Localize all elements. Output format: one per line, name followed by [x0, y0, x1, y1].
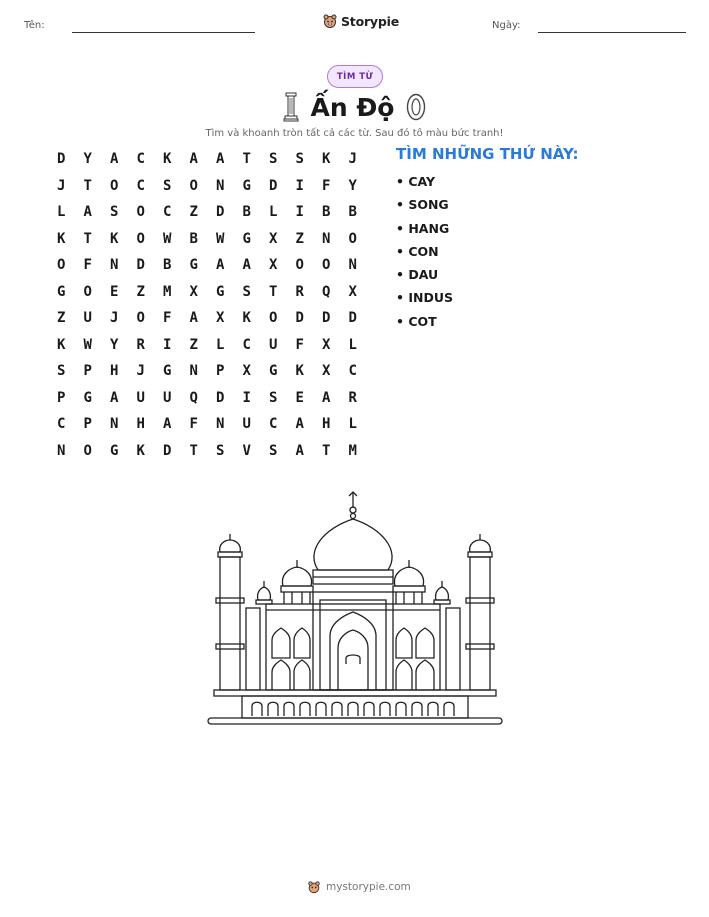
grid-cell: A — [110, 389, 119, 406]
grid-cell: R — [348, 389, 357, 406]
grid-cell: P — [216, 363, 225, 380]
grid-cell: P — [83, 363, 92, 380]
grid-cell: X — [242, 363, 251, 380]
title-row — [0, 92, 709, 122]
grid-cell: X — [269, 230, 278, 247]
grid-cell: G — [242, 230, 251, 247]
grid-cell: U — [242, 416, 251, 433]
grid-cell: N — [57, 442, 66, 459]
grid-cell: A — [189, 151, 198, 168]
grid-cell: C — [136, 177, 145, 194]
grid-cell: X — [216, 310, 225, 327]
grid-cell: C — [136, 151, 145, 168]
grid-row — [48, 279, 366, 306]
date-line — [538, 32, 686, 33]
word-list-item: • SONG — [396, 197, 449, 213]
grid-cell: U — [163, 389, 172, 406]
grid-cell: H — [136, 416, 145, 433]
grid-cell: I — [295, 177, 304, 194]
grid-cell: I — [163, 336, 172, 353]
grid-cell: L — [348, 416, 357, 433]
activity-badge: TÌM TỪ — [327, 65, 383, 88]
grid-cell: S — [57, 363, 66, 380]
zero-icon — [406, 93, 426, 121]
storypie-logo-icon — [322, 13, 338, 29]
grid-cell: A — [216, 257, 225, 274]
grid-cell: T — [189, 442, 198, 459]
grid-cell: J — [110, 310, 119, 327]
grid-cell: N — [322, 230, 331, 247]
grid-cell: W — [83, 336, 92, 353]
grid-cell: O — [189, 177, 198, 194]
word-list-title: TÌM NHỮNG THỨ NÀY: — [396, 145, 579, 163]
grid-cell: U — [83, 310, 92, 327]
grid-cell: O — [295, 257, 304, 274]
grid-cell: X — [269, 257, 278, 274]
word-list-item: • COT — [396, 313, 437, 329]
grid-cell: X — [189, 283, 198, 300]
pillar-icon — [283, 92, 299, 122]
grid-cell: B — [348, 204, 357, 221]
grid-row — [48, 385, 366, 412]
grid-cell: P — [57, 389, 66, 406]
grid-cell: O — [136, 230, 145, 247]
grid-cell: R — [295, 283, 304, 300]
grid-cell: J — [57, 177, 66, 194]
grid-cell: Z — [57, 310, 66, 327]
grid-cell: E — [295, 389, 304, 406]
grid-cell: Z — [189, 336, 198, 353]
instructions: Tìm và khoanh tròn tất cả các từ. Sau đó tô màu bức tranh! — [205, 128, 504, 139]
grid-cell: W — [163, 230, 172, 247]
grid-cell: F — [189, 416, 198, 433]
grid-cell: D — [216, 204, 225, 221]
grid-cell: A — [110, 151, 119, 168]
grid-cell: X — [322, 363, 331, 380]
name-line — [72, 32, 255, 33]
grid-cell: B — [163, 257, 172, 274]
word-search-grid — [48, 146, 366, 464]
grid-cell: F — [163, 310, 172, 327]
grid-cell: S — [110, 204, 119, 221]
grid-row — [48, 199, 366, 226]
grid-cell: D — [322, 310, 331, 327]
word-list — [396, 170, 453, 333]
grid-cell: O — [269, 310, 278, 327]
grid-cell: K — [242, 310, 251, 327]
grid-cell: Y — [110, 336, 119, 353]
grid-cell: K — [136, 442, 145, 459]
footer-url: mystorypie.com — [326, 881, 411, 893]
grid-cell: X — [322, 336, 331, 353]
grid-cell: T — [83, 230, 92, 247]
grid-cell: F — [295, 336, 304, 353]
grid-cell: O — [136, 310, 145, 327]
grid-cell: S — [295, 151, 304, 168]
grid-cell: C — [242, 336, 251, 353]
brand — [322, 13, 399, 29]
grid-cell: K — [163, 151, 172, 168]
grid-cell: N — [189, 363, 198, 380]
grid-cell: Z — [295, 230, 304, 247]
grid-cell: Q — [189, 389, 198, 406]
grid-cell: V — [242, 442, 251, 459]
grid-cell: N — [110, 416, 119, 433]
grid-cell: O — [136, 204, 145, 221]
word-list-item: • HANG — [396, 220, 450, 236]
grid-cell: O — [83, 283, 92, 300]
grid-cell: Y — [83, 151, 92, 168]
grid-cell: L — [348, 336, 357, 353]
grid-cell: K — [110, 230, 119, 247]
grid-cell: R — [136, 336, 145, 353]
grid-row — [48, 252, 366, 279]
word-list-item: • CON — [396, 243, 439, 259]
grid-cell: G — [269, 363, 278, 380]
grid-cell: C — [348, 363, 357, 380]
grid-cell: L — [57, 204, 66, 221]
grid-cell: O — [110, 177, 119, 194]
word-list-item: • INDUS — [396, 290, 453, 306]
grid-cell: C — [57, 416, 66, 433]
storypie-logo-icon — [307, 880, 321, 894]
grid-cell: L — [269, 204, 278, 221]
grid-cell: I — [242, 389, 251, 406]
brand-name: Storypie — [341, 13, 399, 29]
grid-cell: D — [136, 257, 145, 274]
grid-cell: S — [216, 442, 225, 459]
grid-cell: N — [216, 177, 225, 194]
grid-cell: N — [110, 257, 119, 274]
grid-cell: S — [269, 151, 278, 168]
grid-cell: T — [269, 283, 278, 300]
grid-cell: L — [216, 336, 225, 353]
name-label: Tên: — [24, 20, 45, 31]
grid-cell: G — [83, 389, 92, 406]
grid-cell: F — [322, 177, 331, 194]
grid-row — [48, 332, 366, 359]
word-list-item: • CAY — [396, 174, 436, 189]
grid-cell: G — [163, 363, 172, 380]
footer — [307, 880, 411, 894]
grid-cell: C — [163, 204, 172, 221]
grid-cell: U — [136, 389, 145, 406]
grid-cell: P — [83, 416, 92, 433]
grid-cell: A — [216, 151, 225, 168]
grid-cell: A — [322, 389, 331, 406]
grid-cell: J — [348, 151, 357, 168]
grid-cell: B — [189, 230, 198, 247]
grid-cell: A — [163, 416, 172, 433]
grid-cell: K — [57, 230, 66, 247]
grid-cell: Q — [322, 283, 331, 300]
grid-cell: S — [242, 283, 251, 300]
grid-cell: O — [83, 442, 92, 459]
grid-cell: G — [57, 283, 66, 300]
grid-row — [48, 146, 366, 173]
grid-cell: D — [57, 151, 66, 168]
grid-cell: D — [348, 310, 357, 327]
grid-cell: S — [163, 177, 172, 194]
grid-cell: O — [57, 257, 66, 274]
grid-row — [48, 411, 366, 438]
grid-cell: I — [295, 204, 304, 221]
grid-cell: A — [295, 442, 304, 459]
grid-row — [48, 226, 366, 253]
grid-cell: Z — [189, 204, 198, 221]
grid-cell: K — [295, 363, 304, 380]
grid-cell: Y — [348, 177, 357, 194]
grid-cell: T — [242, 151, 251, 168]
grid-row — [48, 358, 366, 385]
grid-cell: A — [295, 416, 304, 433]
word-list-item: • DAU — [396, 267, 439, 283]
grid-cell: B — [322, 204, 331, 221]
grid-cell: C — [269, 416, 278, 433]
grid-cell: U — [269, 336, 278, 353]
grid-cell: O — [322, 257, 331, 274]
grid-cell: G — [216, 283, 225, 300]
grid-cell: H — [322, 416, 331, 433]
grid-cell: D — [163, 442, 172, 459]
grid-cell: G — [189, 257, 198, 274]
page-title: Ấn Độ — [310, 92, 395, 122]
grid-cell: M — [163, 283, 172, 300]
grid-row — [48, 305, 366, 332]
grid-cell: D — [216, 389, 225, 406]
grid-cell: T — [83, 177, 92, 194]
date-label: Ngày: — [492, 20, 521, 31]
grid-cell: H — [110, 363, 119, 380]
grid-cell: J — [136, 363, 145, 380]
grid-cell: F — [83, 257, 92, 274]
grid-cell: S — [269, 442, 278, 459]
grid-cell: X — [348, 283, 357, 300]
grid-cell: Z — [136, 283, 145, 300]
grid-cell: D — [269, 177, 278, 194]
grid-row — [48, 438, 366, 465]
grid-cell: K — [57, 336, 66, 353]
grid-cell: W — [216, 230, 225, 247]
grid-cell: B — [242, 204, 251, 221]
grid-cell: K — [322, 151, 331, 168]
grid-cell: S — [269, 389, 278, 406]
grid-cell: G — [110, 442, 119, 459]
grid-cell: E — [110, 283, 119, 300]
grid-cell: O — [348, 230, 357, 247]
grid-cell: T — [322, 442, 331, 459]
taj-mahal-coloring-icon — [200, 488, 506, 728]
grid-cell: G — [242, 177, 251, 194]
grid-cell: A — [189, 310, 198, 327]
grid-cell: A — [83, 204, 92, 221]
grid-cell: M — [348, 442, 357, 459]
grid-row — [48, 173, 366, 200]
grid-cell: N — [348, 257, 357, 274]
grid-cell: N — [216, 416, 225, 433]
grid-cell: A — [242, 257, 251, 274]
grid-cell: D — [295, 310, 304, 327]
